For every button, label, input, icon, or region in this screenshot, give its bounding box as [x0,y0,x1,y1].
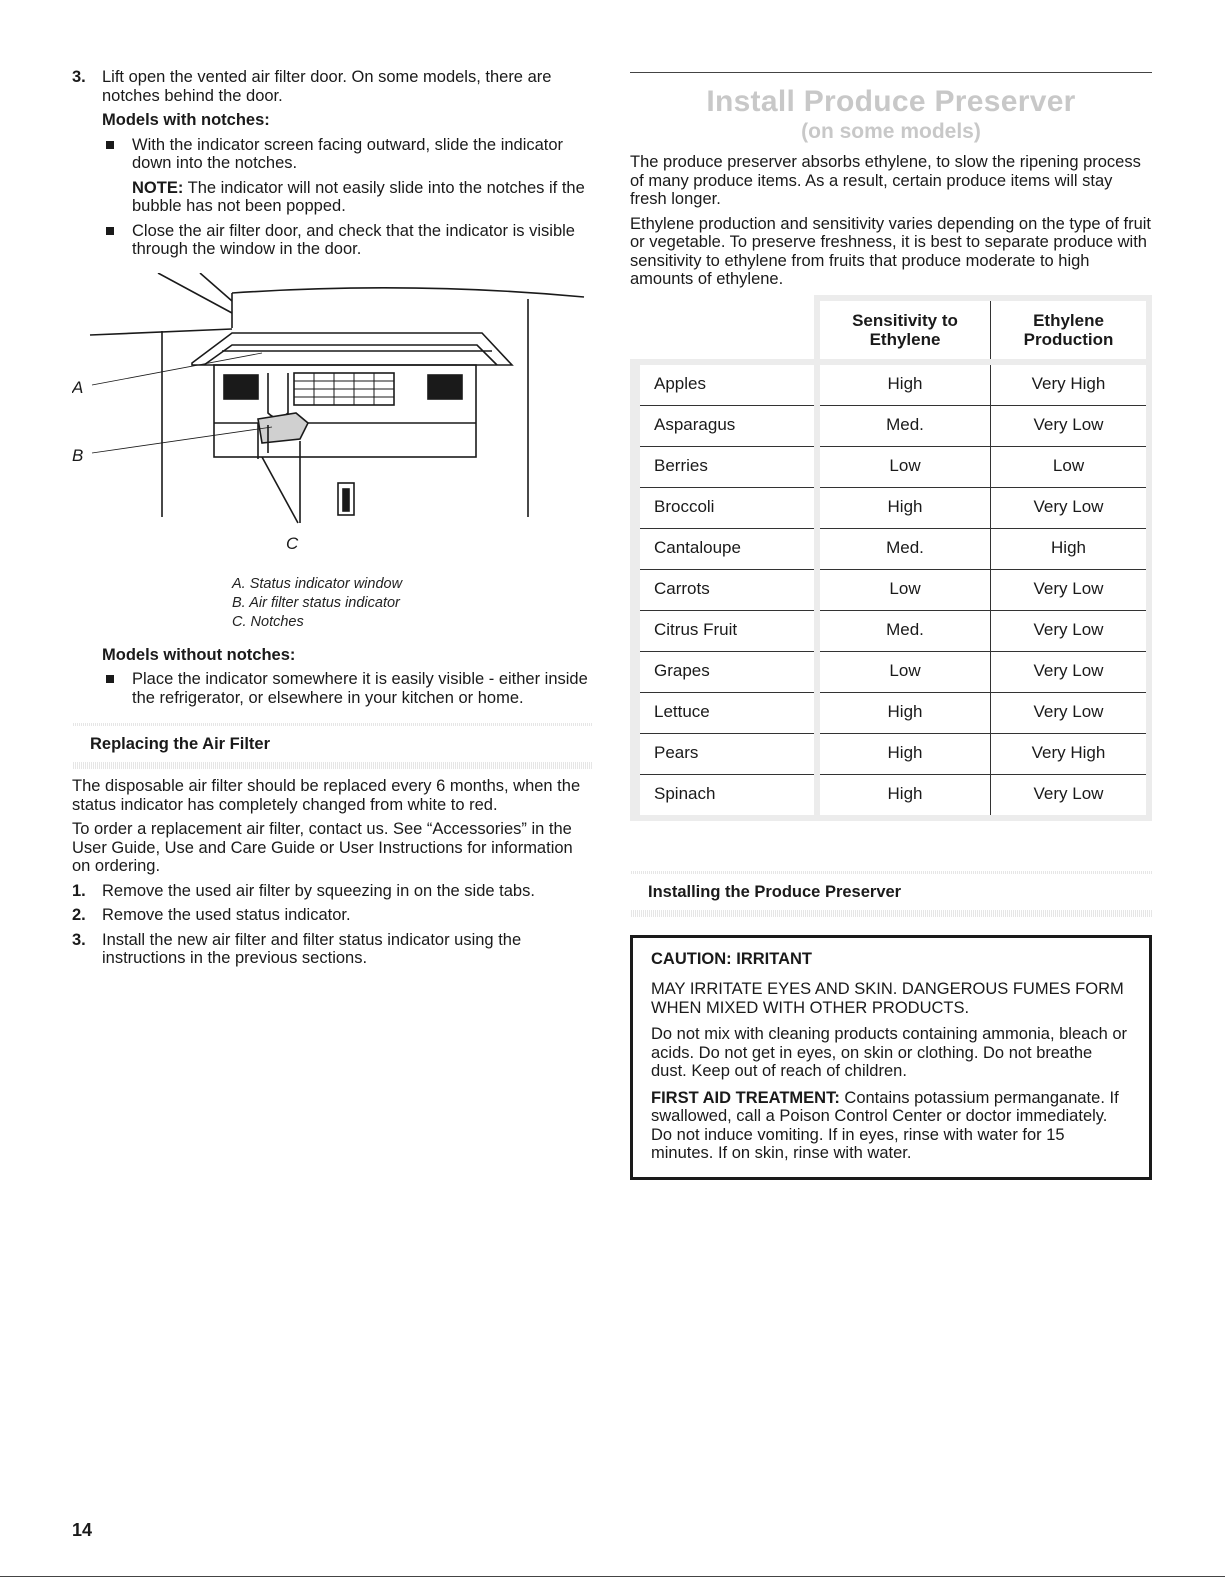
production-cell: Very Low [991,692,1150,733]
sensitivity-cell: High [817,733,991,774]
section-header-installing [630,871,1152,917]
sensitivity-cell: High [817,362,991,406]
section-header-replacing [72,723,592,769]
bullet-square-icon [106,141,114,149]
production-cell: Very High [991,362,1150,406]
step-text: Remove the used status indicator. [102,906,351,924]
bullet-item [72,222,592,259]
caption-b: B. Air filter status indicator [232,594,400,611]
note-label: NOTE: [132,178,184,197]
label-b: B [72,445,84,465]
bullet-text: With the indicator screen facing outward, slide the indicator down into the notches. [132,135,564,172]
production-cell: Very Low [991,569,1150,610]
bullet-text: Close the air filter door, and check that the indicator is visible through the window in the door. [132,221,575,258]
sensitivity-cell: Low [817,651,991,692]
note-text: The indicator will not easily slide into the notches if the bubble has not been popped. [132,178,585,215]
table-row [635,610,1149,651]
label-a: A [72,377,84,397]
sensitivity-cell: High [817,692,991,733]
first-aid-text: Contains potassium permanganate. If swallowed, call a Poison Control Center or doctor immediately. Do not induce vomiting. If in eyes, rinse with water for 15 minutes. If on skin, rinse with water. [651,1088,1119,1162]
produce-name-cell: Cantaloupe [635,528,817,569]
bullet-square-icon [106,675,114,683]
production-cell: Very Low [991,405,1150,446]
production-cell: Very High [991,733,1150,774]
note [72,179,592,216]
section-subtitle: (on some models) [801,120,981,143]
header-line: Ethylene [869,329,941,349]
step-text: Remove the used air filter by squeezing in on the side tabs. [102,881,535,900]
bullet-item [72,670,592,707]
step-number: 3. [72,68,86,86]
production-cell: Low [991,446,1150,487]
first-aid [651,1089,1131,1163]
header-line: Ethylene [1033,310,1104,330]
left-column [72,68,592,974]
top-rule [630,72,1152,73]
air-filter-illustration [72,273,592,573]
sensitivity-cell: Med. [817,405,991,446]
section-title: Replacing the Air Filter [72,726,592,762]
step-number: 2. [72,906,86,924]
production-cell: Very Low [991,487,1150,528]
production-cell: High [991,528,1150,569]
table-header-row [635,298,1149,362]
production-cell: Very Low [991,610,1150,651]
step-2 [72,906,592,925]
caption-c: C. Notches [232,613,304,630]
table-row [635,487,1149,528]
sensitivity-cell: Med. [817,528,991,569]
table-row [635,569,1149,610]
produce-table [630,295,1152,821]
produce-name-cell: Berries [635,446,817,487]
table-row [635,692,1149,733]
table-row [635,446,1149,487]
bottom-rule [0,1576,1225,1577]
step-3 [72,68,592,105]
step-text: Lift open the vented air filter door. On some models, there are notches behind the door. [102,68,552,105]
label-c: C [286,533,299,553]
caution-box [630,935,1152,1180]
step-number: 3. [72,930,86,949]
paragraph: Ethylene production and sensitivity varies depending on the type of fruit or vegetable. To preserve freshness, it is best to separate produce with sensitivity to ethylene from fruits that produce moderate to high amounts of ethylene. [630,214,1151,288]
step-3 [72,931,592,968]
sensitivity-cell: Low [817,569,991,610]
table-row [635,774,1149,818]
table-row [635,405,1149,446]
table-header-production [991,298,1150,362]
section-title: Installing the Produce Preserver [630,874,1152,910]
sensitivity-cell: Med. [817,610,991,651]
production-cell: Very Low [991,651,1150,692]
step-1 [72,882,592,901]
produce-name-cell: Broccoli [635,487,817,528]
caption-a: A. Status indicator window [232,575,403,592]
produce-name-cell: Pears [635,733,817,774]
sensitivity-cell: Low [817,446,991,487]
models-with-notches-heading: Models with notches: [102,111,270,129]
right-column [630,72,1152,1180]
produce-name-cell: Carrots [635,569,817,610]
section-title: Install Produce Preserver [706,85,1076,118]
production-cell: Very Low [991,774,1150,818]
step-text: Install the new air filter and filter status indicator using the instructions in the previous sections. [102,930,522,967]
header-line: Sensitivity to [852,310,958,330]
produce-name-cell: Grapes [635,651,817,692]
header-line: Production [1023,329,1114,349]
step-number: 1. [72,881,86,900]
caution-warning: MAY IRRITATE EYES AND SKIN. DANGEROUS FUMES FORM WHEN MIXED WITH OTHER PRODUCTS. [651,980,1124,1017]
paragraph: To order a replacement air filter, contact us. See “Accessories” in the User Guide, Use and Care Guide or User Instructions for information on ordering. [72,820,573,875]
page-number: 14 [72,1520,93,1540]
table-row [635,733,1149,774]
produce-name-cell: Citrus Fruit [635,610,817,651]
table-row [635,528,1149,569]
first-aid-label: FIRST AID TREATMENT: [651,1088,840,1107]
sensitivity-cell: High [817,774,991,818]
table-header-blank [635,298,817,362]
produce-name-cell: Apples [635,362,817,406]
bullet-text: Place the indicator somewhere it is easily visible - either inside the refrigerator, or elsewhere in your kitchen or home. [132,670,588,707]
bullet-square-icon [106,227,114,235]
table-header-sensitivity [817,298,991,362]
table-row [635,362,1149,406]
produce-name-cell: Lettuce [635,692,817,733]
models-without-notches-heading: Models without notches: [102,645,296,664]
caution-instructions: Do not mix with cleaning products containing ammonia, bleach or acids. Do not get in eyes, on skin or clothing. Do not breathe dust. Keep out of reach of children. [651,1025,1128,1080]
table-body [635,362,1149,818]
air-filter-drawing [72,273,592,573]
caution-title: CAUTION: IRRITANT [651,949,813,968]
paragraph: The disposable air filter should be replaced every 6 months, when the status indicator has completely changed from white to red. [72,777,581,814]
paragraph: The produce preserver absorbs ethylene, to slow the ripening process of many produce items. As a result, certain produce items will stay fresh longer. [630,153,1141,208]
produce-name-cell: Asparagus [635,405,817,446]
bullet-item [72,136,592,173]
produce-name-cell: Spinach [635,774,817,818]
figure-captions [232,575,592,632]
table-row [635,651,1149,692]
sensitivity-cell: High [817,487,991,528]
